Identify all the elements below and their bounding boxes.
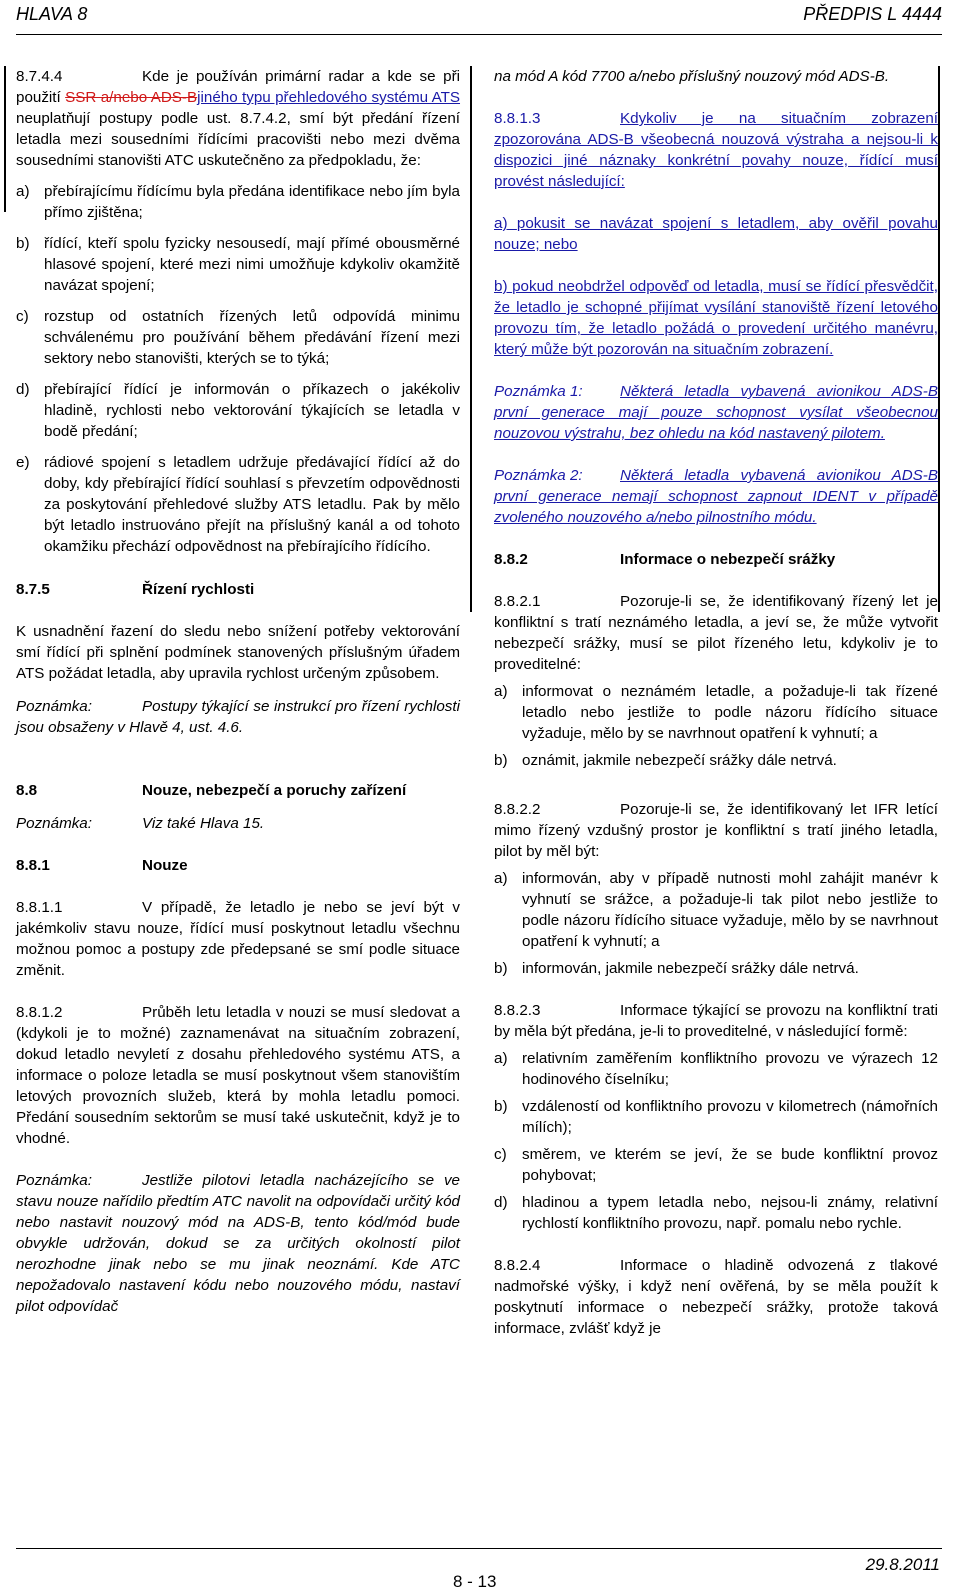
paragraph-8-7-5: K usnadnění řazení do sledu nebo snížení potřeby vektorování smí řídící při splnění podmínek stanovených příslušným úřadem ATS požádat letadla, aby upravila rychlost určeným způsobem. [16, 623, 460, 682]
paragraph-8-7-4-4: 8.7.4.4 Kde je používán primární radar a kde se při použití SSR a/nebo ADS-Bjiného typu přehledového systému ATS neuplatňují postupy podle ust. 8.7.4.2, smí být předání řízení letadla mezi sousedními řídícími pracovišti nebo mezi dvěma sousedními stanovišti ATC uskutečněno za předpokladu, že: [16, 68, 461, 169]
section-heading-8-8: 8.8 Nouze, nebezpečí a poruchy zařízení [16, 782, 407, 799]
list-item: b) pokud neobdržel odpověď od letadla, musí se řídící přesvědčit, že letadlo je schopné přijímat vysílání stanoviště řízení letového provozu tím, že letadlo požádá o provedení určitého manévru, který může být pozorován na situačním zobrazení. [494, 278, 938, 358]
paragraph-8-8-1-1: 8.8.1.1 V případě, že letadlo je nebo se jeví být v jakémkoliv stavu nouze, řídící musí poskytnout letadlu všechnu možnou pomoc a postupy zde předepsané se smí podle situace změnit. [16, 899, 460, 979]
footer-rule [16, 1548, 942, 1549]
header-rule [16, 34, 942, 35]
note-8-8-1-2: Poznámka: Jestliže pilotovi letadla nacházejícího se ve stavu nouze nařídilo předtím ATC navolit na odpovídači určitý kód nebo nastavit nouzový mód na ADS-B, tento kód/mód bude obvykle udržován, dokud se za určitých okolností pilot nerozhodne jinak nebo se mu jinak neoznámí. Kde ATC nepožadovalo nastavení kódu nebo nouzového módu, nastaví pilot odpovídač [16, 1172, 460, 1315]
chapter-label: HLAVA 8 [16, 4, 88, 24]
list-item: a) informován, aby v případě nutnosti mohl zahájit manévr k vyhnutí se srážce, a požaduje-li tak pilot nebo jestliže to podle názoru řídícího situace vyžaduje, mělo by se navrhnout opatření k vyhnutí; a [494, 870, 938, 950]
change-bar [4, 66, 6, 212]
list-item: e) rádiové spojení s letadlem udržuje předávající řídící až do doby, kdy přebírající řídící souhlasí s převzetím odpovědnosti za poskytování přehledové služby ATS letadlu. Pak by mělo být letadlo instruováno přejít na příslušný kanál a od tohoto okamžiku přechází odpovědnost na přebírajícího řídícího. [16, 454, 460, 555]
note-8-8: Poznámka: Viz také Hlava 15. [16, 815, 265, 832]
list-item: a) pokusit se navázat spojení s letadlem, aby ověřil povahu nouze; nebo [494, 215, 938, 253]
change-bar [938, 66, 940, 612]
regulation-label: PŘEDPIS L 4444 [803, 4, 942, 24]
note-1: Poznámka 1: Některá letadla vybavená avionikou ADS-B první generace mají pouze schopnost vysílat všeobecnou nouzovou výstrahu, bez ohledu na kód nastavený pilotem. [494, 383, 938, 442]
list-item: a) relativním zaměřením konfliktního provozu ve výrazech 12 hodinového číselníku; [494, 1050, 938, 1088]
list-item: b) vzdáleností od konfliktního provozu v kilometrech (námořních mílích); [494, 1098, 938, 1136]
list-item: c) rozstup od ostatních řízených letů odpovídá minimu schválenému pro používání během předávání řízení mezi sektory nebo stanovišti, kterých se to týká; [16, 308, 460, 367]
footer-date: 29.8.2011 [865, 1555, 940, 1574]
list-item: d) přebírající řídící je informován o příkazech o jakékoliv hladině, rychlosti nebo vektorování týkajících se letadla v bodě předání; [16, 381, 460, 440]
note-2: Poznámka 2: Některá letadla vybavená avionikou ADS-B první generace nemají schopnost zapnout IDENT v případě zvoleného nouzového a/nebo pilnostního módu. [494, 467, 938, 526]
section-heading-8-7-5: 8.7.5 Řízení rychlosti [16, 581, 255, 598]
left-column [16, 66, 460, 1317]
list-item: a) informovat o neznámém letadle, a požaduje-li tak řízené letadlo nebo jestliže to podle názoru řídícího situace vyžaduje, mělo by se navrhnout opatření k vyhnutí; a [494, 683, 938, 742]
paragraph-8-8-2-3: 8.8.2.3 Informace týkající se provozu na konfliktní trati by měla být předána, je-li to proveditelné, v následující formě: [494, 1002, 938, 1040]
section-heading-8-8-1: 8.8.1 Nouze [16, 857, 188, 874]
note-8-7-5: Poznámka: Postupy týkající se instrukcí pro řízení rychlosti jsou obsaženy v Hlavě 4, ust. 4.6. [16, 698, 460, 736]
section-heading-8-8-2: 8.8.2 Informace o nebezpečí srážky [494, 551, 836, 568]
paragraph-8-8-2-4: 8.8.2.4 Informace o hladině odvozená z tlakové nadmořské výšky, i když není ověřená, by se měla použít k poskytnutí informace o nebezpečí srážky, protože taková informace, zvlášť když je [494, 1257, 938, 1337]
list-item: b) oznámit, jakmile nebezpečí srážky dále netrvá. [494, 752, 837, 769]
right-column [494, 66, 938, 1339]
list-item: b) informován, jakmile nebezpečí srážky dále netrvá. [494, 960, 859, 977]
list-item: b) řídící, kteří spolu fyzicky nesousedí, mají přímé obousměrné hlasové spojení, které mezi nimi umožňuje kdykoliv okamžitě navázat spojení; [16, 235, 460, 294]
page-number: 8 - 13 [453, 1572, 497, 1591]
page-header [16, 4, 942, 32]
paragraph-8-8-2-1: 8.8.2.1 Pozoruje-li se, že identifikovaný řízený let je konfliktní s tratí neznámého letadla, a jeví se, že může vytvořit nebezpečí srážky, musí se pilot řízeného letu, kdykoliv je to proveditelné: [494, 593, 938, 673]
paragraph-8-8-1-2: 8.8.1.2 Průběh letu letadla v nouzi se musí sledovat a (kdykoli je to možné) zaznamenávat na situačním zobrazení, dokud letadlo nevyletí z dosahu přehledového systému ATS, a informace o poloze letadla se musí poskytnout všem stanovištím letových provozních služeb, která by mohla letadlu pomoci. Předání sousedním sektorům se musí také uskutečnit, když je to vhodné. [16, 1004, 460, 1147]
paragraph-8-8-2-2: 8.8.2.2 Pozoruje-li se, že identifikovaný let IFR letící mimo řízený vzdušný prostor je konfliktní s tratí jiného letadla, pilot by měl být: [494, 801, 938, 860]
change-bar [470, 66, 472, 612]
list-item: a) přebírajícímu řídícímu byla předána identifikace nebo jím byla přímo zjištěna; [16, 183, 460, 221]
list-item: c) směrem, ve kterém se jeví, že se bude konfliktní provoz pohybovat; [494, 1146, 938, 1184]
list-item: d) hladinou a typem letadla nebo, nejsou-li známy, relativní rychlostí konfliktního provozu, např. pomalu nebo rychle. [494, 1194, 938, 1232]
note-continuation: na mód A kód 7700 a/nebo příslušný nouzový mód ADS-B. [494, 68, 890, 85]
paragraph-8-8-1-3: 8.8.1.3 Kdykoliv je na situačním zobrazení zpozorována ADS-B všeobecná nouzová výstraha a nejsou-li k dispozici jiné náznaky konkrétní povahy nouze, řídící musí provést následující: [494, 110, 938, 190]
